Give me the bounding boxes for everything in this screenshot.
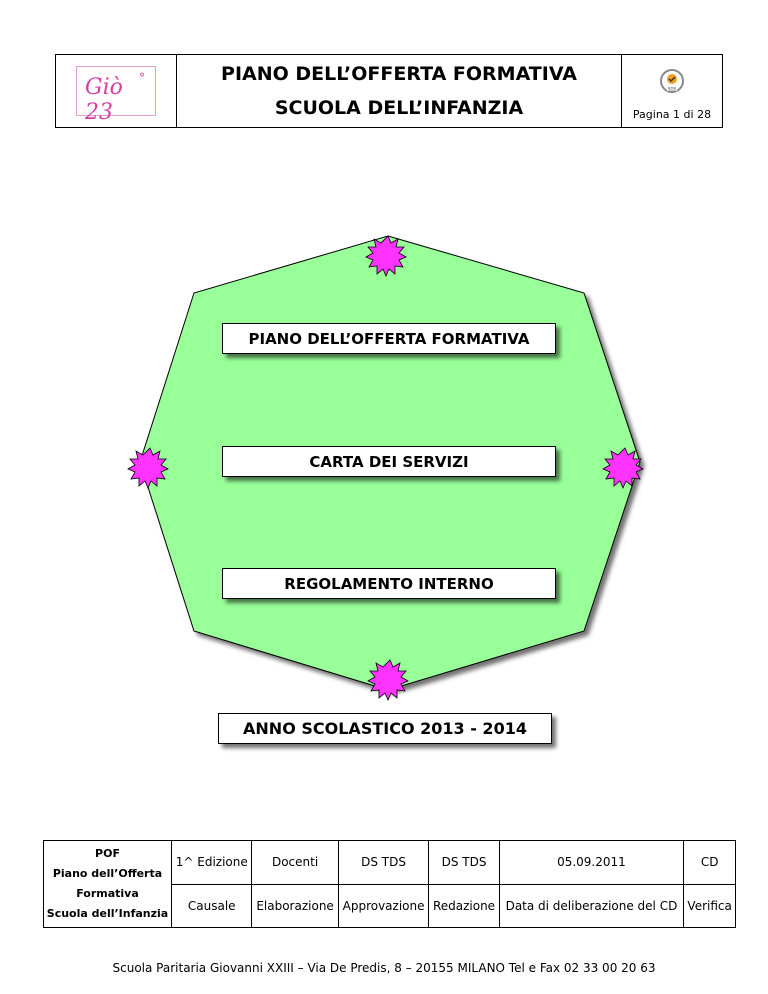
pof-title: POF (95, 847, 120, 860)
pof-line-4: Scuola dell’Infanzia (46, 907, 169, 920)
cell-approval-by: DS TDS (338, 841, 429, 885)
cell-verify-by: CD (684, 841, 736, 885)
page-number: Pagina 1 di 28 (632, 108, 712, 121)
cell-redaction-by: DS TDS (429, 841, 499, 885)
title-line-1: PIANO DELL’OFFERTA FORMATIVA (221, 63, 577, 85)
banner-anno-scolastico: ANNO SCOLASTICO 2013 - 2014 (218, 713, 552, 744)
pof-line-3: Formativa (76, 887, 139, 900)
pof-cell (44, 841, 172, 928)
label-verifica: Verifica (684, 884, 736, 928)
cell-edition: 1^ Edizione (172, 841, 252, 885)
title-line-2: SCUOLA DELL’INFANZIA (274, 97, 524, 119)
banner-regolamento: REGOLAMENTO INTERNO (222, 568, 556, 599)
banner-carta-servizi: CARTA DEI SERVIZI (222, 446, 556, 477)
school-address: Scuola Paritaria Giovanni XXIII – Via De Predis, 8 – 20155 MILANO Tel e Fax 02 33 00 20 63 (112, 961, 656, 975)
svg-text:SGS: SGS (667, 86, 677, 92)
label-causale: Causale (172, 884, 252, 928)
cell-docenti: Docenti (252, 841, 338, 885)
label-redazione: Redazione (429, 884, 499, 928)
cell-date: 05.09.2011 (499, 841, 684, 885)
label-elaborazione: Elaborazione (252, 884, 338, 928)
label-data-delibera: Data di deliberazione del CD (499, 884, 684, 928)
banner-piano-offerta: PIANO DELL’OFFERTA FORMATIVA (222, 323, 556, 354)
label-approvazione: Approvazione (338, 884, 429, 928)
logo-degree: ° (139, 71, 145, 85)
document-control-table (43, 840, 736, 928)
logo-text: Giò 23 (85, 75, 123, 125)
pof-line-2: Piano dell’Offerta (52, 867, 163, 880)
